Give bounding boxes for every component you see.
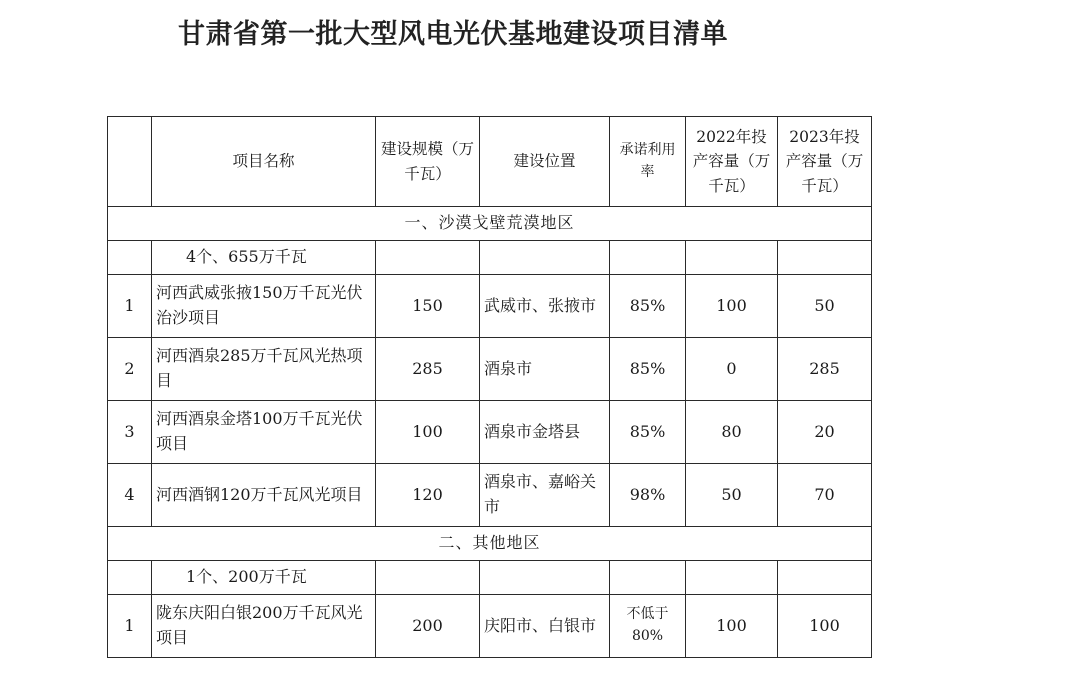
table-row (108, 338, 872, 401)
row-location: 酒泉市金塔县 (480, 401, 610, 464)
row-capacity-2022: 0 (686, 338, 778, 401)
row-location: 酒泉市、嘉峪关市 (480, 464, 610, 527)
header-utilization-rate: 承诺利用率 (610, 117, 686, 207)
group-row (108, 241, 872, 275)
row-no: 4 (108, 464, 152, 527)
row-capacity-2022: 100 (686, 595, 778, 658)
table-row (108, 401, 872, 464)
section-title: 一、沙漠戈壁荒漠地区 (108, 207, 872, 241)
row-location: 庆阳市、白银市 (480, 595, 610, 658)
project-list-table (107, 116, 872, 658)
header-scale: 建设规模（万千瓦） (376, 117, 480, 207)
row-no: 2 (108, 338, 152, 401)
row-capacity-2022: 100 (686, 275, 778, 338)
table-row (108, 464, 872, 527)
row-rate: 不低于80% (610, 595, 686, 658)
row-rate: 85% (610, 275, 686, 338)
row-scale: 150 (376, 275, 480, 338)
row-capacity-2023: 70 (778, 464, 872, 527)
row-capacity-2023: 285 (778, 338, 872, 401)
header-location: 建设位置 (480, 117, 610, 207)
row-project-name: 河西酒钢120万千瓦风光项目 (152, 464, 376, 527)
header-capacity-2023: 2023年投产容量（万千瓦） (778, 117, 872, 207)
row-project-name: 陇东庆阳白银200万千瓦风光项目 (152, 595, 376, 658)
group-row (108, 561, 872, 595)
row-location: 武威市、张掖市 (480, 275, 610, 338)
document-title: 甘肃省第一批大型风电光伏基地建设项目清单 (178, 19, 728, 50)
row-project-name: 河西武威张掖150万千瓦光伏治沙项目 (152, 275, 376, 338)
row-no: 3 (108, 401, 152, 464)
section-title: 二、其他地区 (108, 527, 872, 561)
row-scale: 100 (376, 401, 480, 464)
row-capacity-2022: 50 (686, 464, 778, 527)
row-project-name: 河西酒泉金塔100万千瓦光伏项目 (152, 401, 376, 464)
header-no (108, 117, 152, 207)
header-project-name: 项目名称 (152, 117, 376, 207)
table-row (108, 595, 872, 658)
header-capacity-2022: 2022年投产容量（万千瓦） (686, 117, 778, 207)
group-summary: 4个、655万千瓦 (152, 241, 376, 275)
row-scale: 120 (376, 464, 480, 527)
row-rate: 85% (610, 338, 686, 401)
row-capacity-2022: 80 (686, 401, 778, 464)
row-location: 酒泉市 (480, 338, 610, 401)
row-capacity-2023: 50 (778, 275, 872, 338)
row-no: 1 (108, 275, 152, 338)
row-scale: 200 (376, 595, 480, 658)
row-project-name: 河西酒泉285万千瓦风光热项目 (152, 338, 376, 401)
group-summary: 1个、200万千瓦 (152, 561, 376, 595)
row-scale: 285 (376, 338, 480, 401)
header-row (108, 117, 872, 207)
section-row (108, 207, 872, 241)
row-no: 1 (108, 595, 152, 658)
row-capacity-2023: 100 (778, 595, 872, 658)
row-capacity-2023: 20 (778, 401, 872, 464)
section-row (108, 527, 872, 561)
table-row (108, 275, 872, 338)
row-rate: 98% (610, 464, 686, 527)
row-rate: 85% (610, 401, 686, 464)
